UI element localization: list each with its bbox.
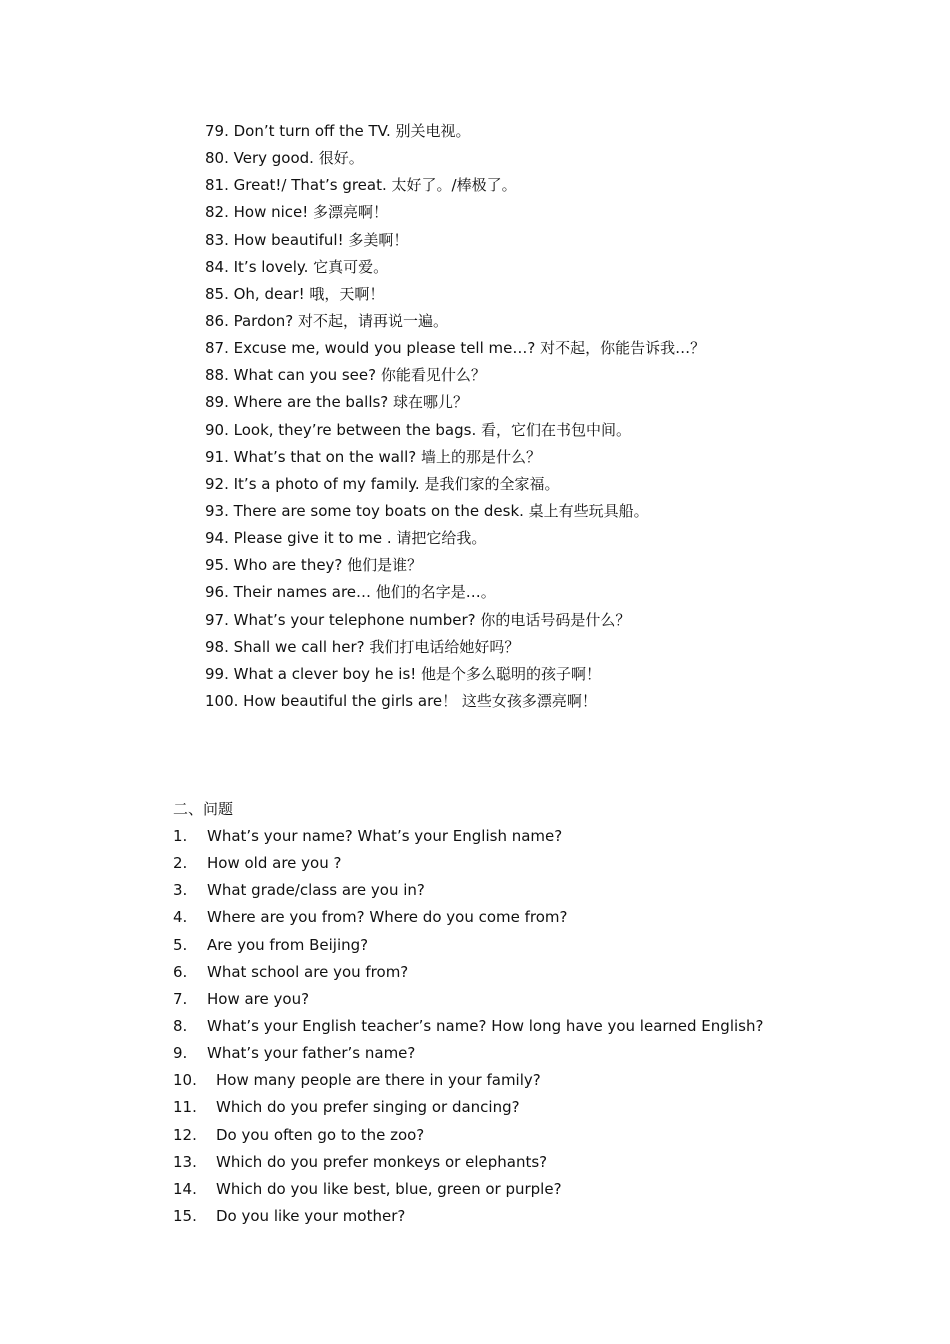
phrase-item: 82. How nice! 多漂亮啊！ bbox=[205, 203, 389, 222]
question-text: How many people are there in your family? bbox=[216, 1071, 541, 1090]
question-list bbox=[173, 823, 763, 1230]
question-number: 3. bbox=[173, 881, 188, 900]
phrase-item: 81. Great!/ That’s great. 太好了。/棒极了。 bbox=[205, 176, 517, 195]
question-item bbox=[173, 986, 763, 1013]
question-number: 8. bbox=[173, 1016, 188, 1035]
question-item bbox=[173, 877, 763, 904]
question-text: Where are you from? Where do you come from? bbox=[207, 908, 568, 927]
question-item bbox=[173, 1176, 763, 1203]
question-text: How old are you ? bbox=[207, 854, 342, 873]
phrase-item: 92. It’s a photo of my family. 是我们家的全家福。 bbox=[205, 474, 560, 493]
question-number: 9. bbox=[173, 1044, 188, 1063]
question-text: Which do you prefer monkeys or elephants? bbox=[216, 1152, 548, 1171]
question-item bbox=[173, 1013, 763, 1040]
question-item bbox=[173, 1122, 763, 1149]
question-text: What school are you from? bbox=[207, 962, 409, 981]
question-number: 11. bbox=[173, 1098, 197, 1117]
phrase-item: 85. Oh, dear! 哦，天啊！ bbox=[205, 284, 385, 303]
question-text: Do you often go to the zoo? bbox=[216, 1125, 425, 1144]
question-text: What’s your English teacher’s name? How long have you learned English? bbox=[207, 1016, 764, 1035]
phrase-item: 89. Where are the balls? 球在哪儿？ bbox=[205, 393, 469, 412]
question-number: 13. bbox=[173, 1152, 197, 1171]
question-item bbox=[173, 1040, 763, 1067]
question-number: 6. bbox=[173, 962, 188, 981]
question-number: 7. bbox=[173, 989, 188, 1008]
question-item bbox=[173, 959, 763, 986]
phrase-item: 95. Who are they? 他们是谁？ bbox=[205, 556, 423, 575]
phrase-item: 99. What a clever boy he is! 他是个多么聪明的孩子啊！ bbox=[205, 664, 602, 683]
phrase-item: 79. Don’t turn off the TV. 别关电视。 bbox=[205, 122, 471, 140]
question-item bbox=[173, 932, 763, 959]
question-item bbox=[173, 1067, 763, 1094]
question-number: 10. bbox=[173, 1071, 197, 1090]
question-number: 12. bbox=[173, 1125, 197, 1144]
question-number: 15. bbox=[173, 1206, 197, 1225]
question-item bbox=[173, 850, 763, 877]
question-item bbox=[173, 823, 763, 850]
question-text: Are you from Beijing? bbox=[207, 935, 369, 954]
question-item bbox=[173, 1094, 763, 1121]
question-item bbox=[173, 1149, 763, 1176]
question-text: How are you? bbox=[207, 989, 310, 1008]
phrase-item: 93. There are some toy boats on the desk. 桌上有些玩具船。 bbox=[205, 501, 649, 520]
phrase-list bbox=[205, 118, 705, 715]
question-text: Do you like your mother? bbox=[216, 1206, 406, 1225]
question-item bbox=[173, 1203, 763, 1230]
phrase-item: 86. Pardon? 对不起，请再说一遍。 bbox=[205, 311, 449, 330]
question-text: What grade/class are you in? bbox=[207, 881, 425, 900]
phrase-item: 98. Shall we call her? 我们打电话给她好吗？ bbox=[205, 637, 520, 656]
question-number: 1. bbox=[173, 827, 188, 845]
phrase-item: 94. Please give it to me . 请把它给我。 bbox=[205, 529, 487, 548]
phrase-item: 90. Look, they’re between the bags. 看，它们在书包中间。 bbox=[205, 420, 631, 439]
phrase-item: 88. What can you see? 你能看见什么？ bbox=[205, 366, 486, 385]
phrase-item: 91. What’s that on the wall? 墙上的那是什么？ bbox=[205, 447, 541, 466]
question-number: 4. bbox=[173, 908, 188, 927]
question-number: 5. bbox=[173, 935, 188, 954]
phrase-item: 100. How beautiful the girls are！ 这些女孩多漂亮啊！ bbox=[205, 691, 597, 710]
question-item bbox=[173, 904, 763, 931]
question-text: Which do you like best, blue, green or purple? bbox=[216, 1179, 562, 1198]
question-text: What’s your name? What’s your English name? bbox=[207, 827, 563, 845]
question-number: 2. bbox=[173, 854, 188, 873]
phrase-item: 84. It’s lovely. 它真可爱。 bbox=[205, 257, 389, 276]
phrase-item: 83. How beautiful! 多美啊！ bbox=[205, 230, 409, 249]
phrase-item: 97. What’s your telephone number? 你的电话号码是什么？ bbox=[205, 610, 631, 629]
phrase-item: 80. Very good. 很好。 bbox=[205, 149, 364, 168]
phrase-item: 96. Their names are… 他们的名字是…。 bbox=[205, 583, 496, 602]
phrase-item: 87. Excuse me, would you please tell me…? 对不起，你能告诉我…？ bbox=[205, 339, 706, 358]
question-number: 14. bbox=[173, 1179, 197, 1198]
section-title: 二、问题 bbox=[173, 800, 234, 818]
question-text: What’s your father’s name? bbox=[207, 1044, 416, 1063]
question-text: Which do you prefer singing or dancing? bbox=[216, 1098, 520, 1117]
